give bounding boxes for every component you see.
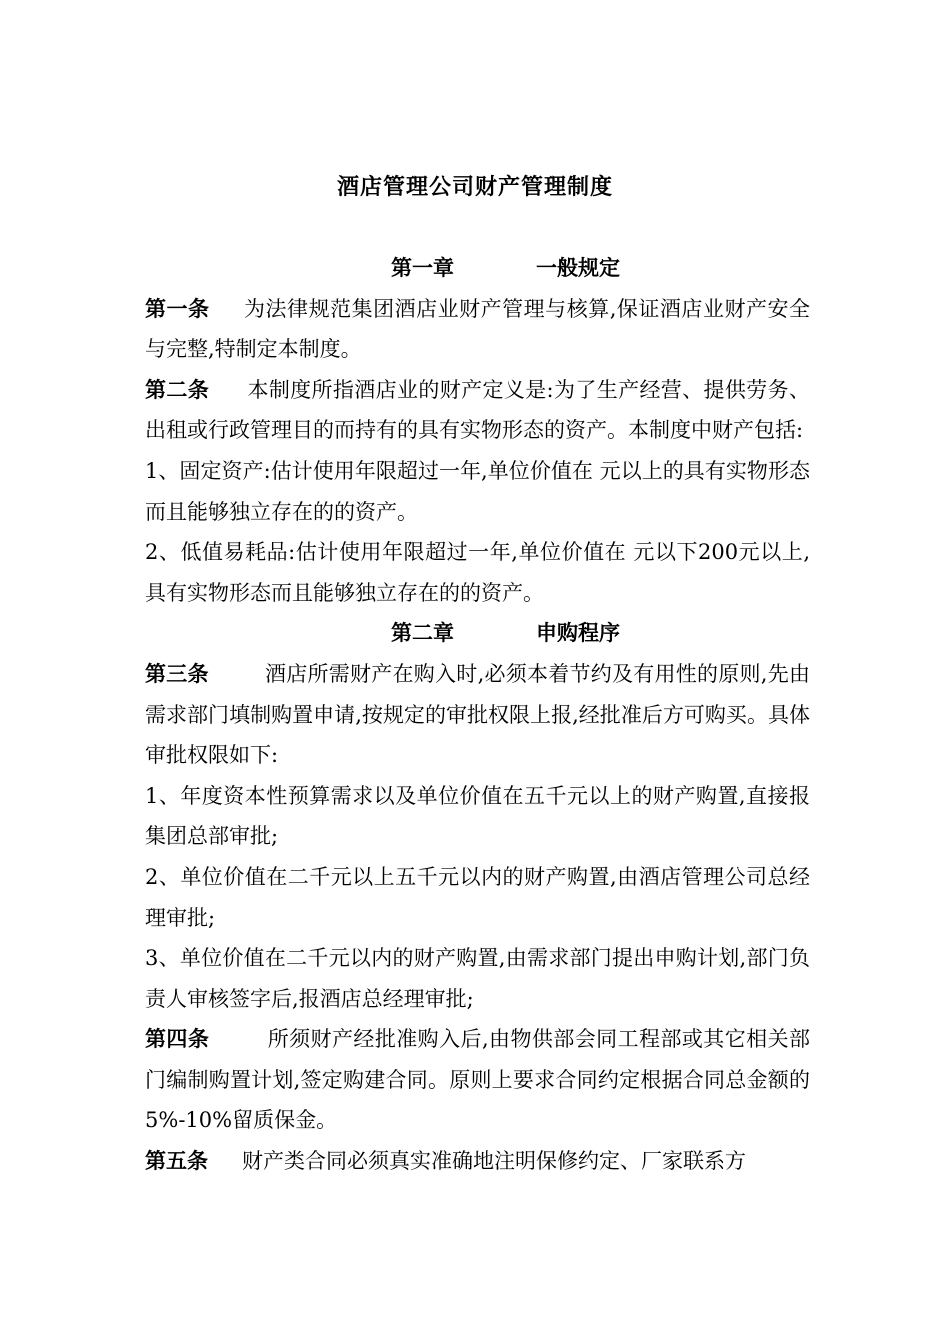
article-text: 酒店所需财产在购入时,必须本着节约及有用性的原则,先由需求部门填制购置申请,按规定的审批权限上报,经批准后方可购买。具体审批权限如下: bbox=[145, 661, 810, 768]
article-text: 财产类合同必须真实准确地注明保修约定、厂家联系方 bbox=[242, 1149, 746, 1174]
article-3 bbox=[145, 654, 810, 776]
article-5 bbox=[145, 1141, 810, 1182]
article-text: 为法律规范集团酒店业财产管理与核算,保证酒店业财产安全与完整,特制定本制度。 bbox=[145, 296, 810, 362]
chapter-heading-2 bbox=[201, 613, 810, 654]
chapter-number: 第二章 bbox=[391, 621, 454, 646]
article-text: 本制度所指酒店业的财产定义是:为了生产经营、提供劳务、出租或行政管理目的而持有的具有实物形态的资产。本制度中财产包括: bbox=[145, 377, 810, 443]
article-label: 第五条 bbox=[145, 1149, 208, 1174]
article-label: 第二条 bbox=[145, 377, 210, 402]
article-label: 第一条 bbox=[145, 296, 210, 321]
article-4 bbox=[145, 1019, 810, 1141]
chapter-heading-1 bbox=[201, 248, 810, 289]
document-title: 酒店管理公司财产管理制度 bbox=[336, 175, 613, 200]
list-item: 3、单位价值在二千元以内的财产购置,由需求部门提出申购计划,部门负责人审核签字后,报酒店总经理审批; bbox=[145, 946, 810, 1011]
article-label: 第三条 bbox=[145, 661, 209, 686]
list-item: 1、年度资本性预算需求以及单位价值在五千元以上的财产购置,直接报集团总部审批; bbox=[145, 783, 810, 849]
document-body bbox=[145, 248, 810, 1182]
chapter-number: 第一章 bbox=[391, 256, 454, 280]
article-text: 所须财产经批准购入后,由物供部会同工程部或其它相关部门编制购置计划,签定购建合同。原则上要求合同约定根据合同总金额的5%-10%留质保金。 bbox=[145, 1027, 810, 1133]
article-2 bbox=[145, 370, 810, 451]
article-label: 第四条 bbox=[145, 1027, 210, 1052]
chapter-name: 一般规定 bbox=[536, 256, 620, 280]
article-1 bbox=[145, 289, 810, 370]
list-item: 2、单位价值在二千元以上五千元以内的财产购置,由酒店管理公司总经理审批; bbox=[145, 864, 810, 930]
chapter-name: 申购程序 bbox=[536, 621, 620, 646]
list-item: 1、固定资产:估计使用年限超过一年,单位价值在 元以上的具有实物形态而且能够独立存在的的资产。 bbox=[145, 458, 810, 524]
list-item: 2、低值易耗品:估计使用年限超过一年,单位价值在 元以下200元以上,具有实物形态而且能够独立存在的的资产。 bbox=[145, 540, 810, 605]
